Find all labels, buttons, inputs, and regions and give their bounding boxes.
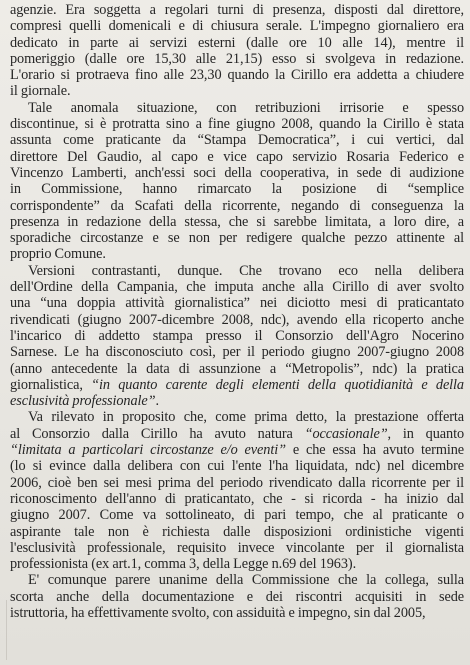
text-segment: L'orario si protraeva fino alle 23,30 quando la Cirillo era addetta a chiudere [10,67,464,84]
text-segment: sporadiche circostanze e se non per redigere qualche pezzo attinente al [10,230,464,247]
text-segment: direttore Del Gaudio, al capo e vice capo servizio Rosaria Federico e [10,148,464,165]
text-line [10,214,464,230]
text-line [10,556,464,572]
document-body [10,2,464,621]
text-line [10,279,464,295]
text-segment: aspirante tale non è richiesta dalle disposizioni ordinistiche vigenti [10,523,464,540]
text-line [10,198,464,214]
text-line [10,83,464,99]
paragraph [10,263,464,410]
text-segment: assunta come praticante da “Stampa Democratica”, i cui vertici, dal [10,132,464,149]
page-edge-mark [0,600,7,660]
paragraph [10,409,464,572]
text-segment: professionista (ex art.1, comma 3, della Legge n.69 del 1963). [10,556,357,573]
text-segment: corrispondente” da Scafati della ricorrente, negando di conseguenza la [10,197,464,214]
text-segment: (anno antecedente la data di assunzione a “Metropolis”, ndc) la pratica [10,360,464,377]
text-segment: rivendicati (giugno 2007-dicembre 2008, ndc), avendo ella ricoperto anche [10,311,464,328]
text-line [10,409,464,425]
text-segment: Versioni contrastanti, dunque. Che trovano eco nella delibera [28,262,464,279]
text-line [10,132,464,148]
text-line [10,442,464,458]
text-line [10,393,464,409]
text-segment: . [155,393,159,410]
text-segment: giornalistica, [10,376,92,393]
text-segment: Va rilevato in proposito che, come prima detto, la prestazione offerta [28,409,464,426]
text-line [10,524,464,540]
text-line [10,149,464,165]
text-segment: il giornale. [10,83,71,100]
text-line [10,572,464,588]
text-line [10,67,464,83]
text-segment: una “una doppia attività giornalistica” nei diciotto mesi di praticantato [10,295,464,312]
text-segment: al Consorzio dalla Cirillo ha avuto natura [10,425,305,442]
text-segment: dell'Ordine della Campania, che imputa anche alla Cirillo di aver svolto [10,279,464,296]
text-line [10,100,464,116]
text-line [10,540,464,556]
text-line [10,426,464,442]
text-segment: proprio Comune. [10,246,106,263]
text-line [10,589,464,605]
text-line [10,361,464,377]
italic-text: “occasionale” [304,425,388,442]
text-segment: riconoscimento dell'anno di praticantato, che - si ricorda - ha inizio dal [10,490,464,507]
text-segment: presenza in redazione della stessa, che si sarebbe limitata, a loro dire, a [10,213,464,230]
text-line [10,475,464,491]
italic-text: esclusività professionale” [10,393,156,410]
text-segment: Tale anomala situazione, con retribuzioni irrisorie e spesso [28,99,464,116]
text-line [10,51,464,67]
paragraph [10,2,464,100]
text-segment: pomeriggio (dalle ore 15,30 alle 21,15) esso si svolgeva in redazione. [10,50,464,67]
text-segment: l'esclusività professionale, requisito invece vincolante per il giornalista [10,539,464,556]
text-line [10,116,464,132]
text-line [10,328,464,344]
text-segment: giugno 2007. Come va sottolineato, di pari tempo, che al praticante o [10,507,464,524]
paragraph [10,100,464,263]
text-line [10,491,464,507]
text-line [10,295,464,311]
text-line [10,344,464,360]
text-line [10,35,464,51]
text-segment: discontinue, si è protratta sino a fine giugno 2008, quando la Cirillo è stata [10,116,464,133]
text-segment: scorta anche della documentazione e dei riscontri acquisiti in sede [10,588,464,605]
text-line [10,246,464,262]
text-line [10,458,464,474]
text-segment: , in quanto [387,425,464,442]
text-segment: E' comunque parere unanime della Commissione che la collega, sulla [28,572,464,589]
text-segment: Sarnese. Le ha disconosciuto così, per il periodo giugno 2007-giugno 2008 [10,344,464,361]
text-line [10,2,464,18]
italic-text: “limitata a particolari circostanze e/o eventi” [10,442,286,459]
text-segment: Vincenzo Lamberti, anch'essi soci della cooperativa, in sede di audizione [10,164,464,181]
text-line [10,605,464,621]
text-segment: l'incarico di addetto stampa presso il Consorzio dell'Agro Nocerino [10,327,464,344]
text-line [10,377,464,393]
text-segment: agenzie. Era soggetta a regolari turni di presenza, disposti dal direttore, [10,2,464,18]
italic-text: “in quanto carente degli elementi della quotidianità e della [91,376,464,393]
text-segment: istruttoria, ha effettivamente svolto, con assiduità e impegno, sin dal 2005, [10,604,426,621]
text-line [10,263,464,279]
text-segment: 2006, cioè ben sei mesi prima del periodo rivendicato dalla ricorrente per il [10,474,464,491]
text-segment: e che essa ha avuto termine [285,442,465,459]
text-line [10,18,464,34]
text-line [10,165,464,181]
text-line [10,230,464,246]
text-segment: (lo si evince dalla delibera con cui l'ente l'ha liquidata, ndc) nel dicembre [10,458,464,475]
text-line [10,181,464,197]
text-segment: dedicato in parte ai servizi esterni (dalle ore 10 alle 14), mentre il [10,34,464,51]
text-segment: in Commissione, hanno rimarcato la posizione di “semplice [10,181,464,198]
paragraph [10,572,464,621]
text-segment: compresi quelli domenicali e di chiusura serale. L'impegno giornaliero era [10,18,464,35]
text-line [10,312,464,328]
text-line [10,507,464,523]
